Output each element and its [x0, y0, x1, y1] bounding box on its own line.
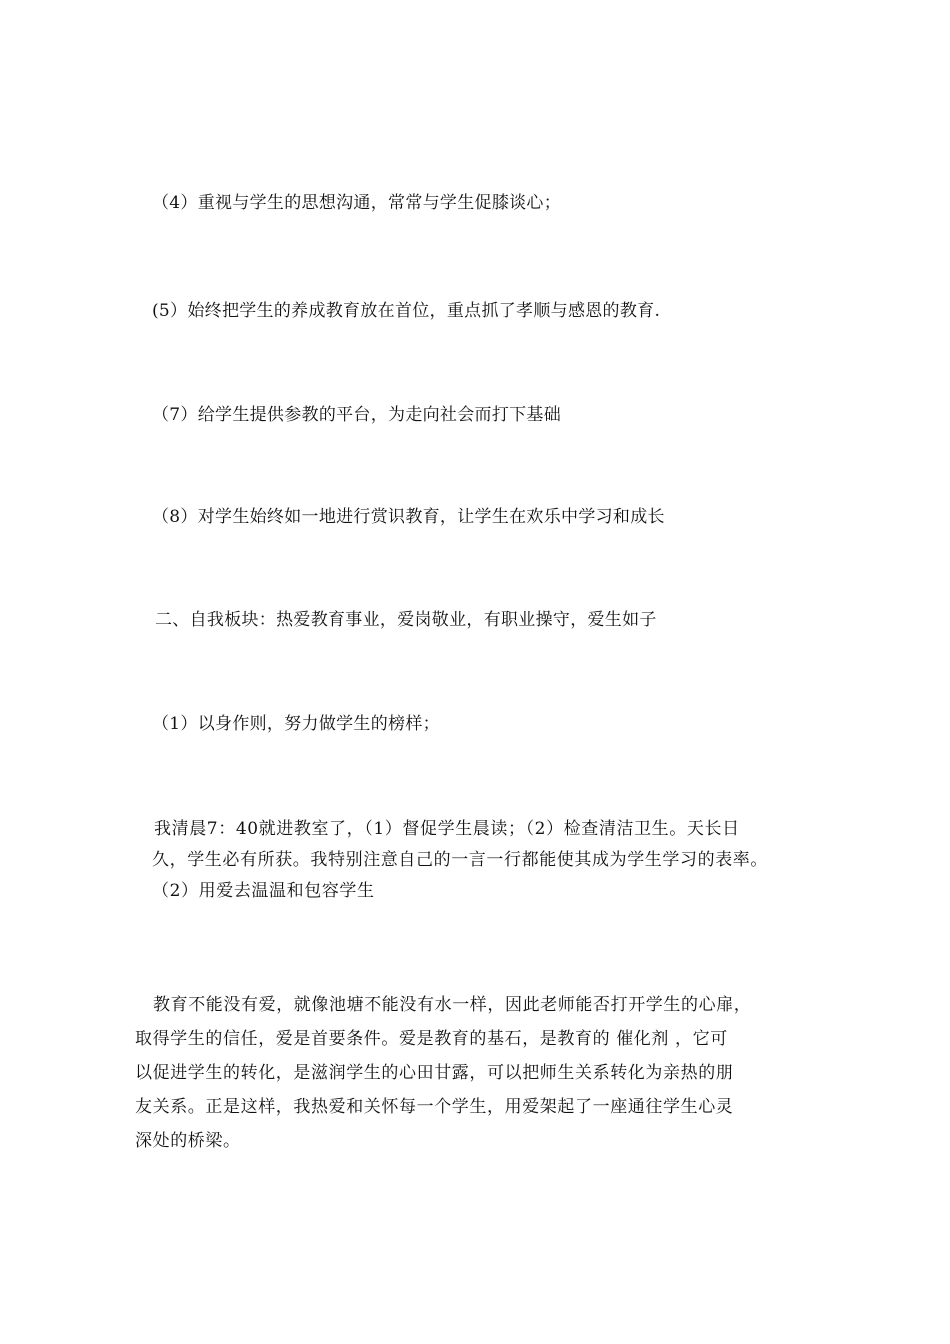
list-item-1: （1）以身作则，努力做学生的榜样；	[152, 714, 440, 734]
paragraph-line: 久，学生必有所获。我特别注意自己的一言一行都能使其成为学生学习的表率。	[152, 850, 768, 870]
list-item-5: (5）始终把学生的养成教育放在首位，重点抓了孝顺与感恩的教育.	[152, 301, 661, 321]
paragraph-line: 以促进学生的转化，是滋润学生的心田甘露，可以把师生关系转化为亲热的朋	[135, 1063, 734, 1083]
paragraph-line: 我清晨7：40就进教室了，（1）督促学生晨读；（2）检查清洁卫生。天长日	[154, 819, 740, 839]
paragraph-line: 友关系。正是这样，我热爱和关怀每一个学生，用爱架起了一座通往学生心灵	[135, 1097, 734, 1117]
paragraph-love	[135, 988, 751, 1158]
section-heading: 二、自我板块：热爱教育事业，爱岗敬业，有职业操守，爱生如子	[155, 610, 657, 630]
paragraph-line: （2）用爱去温温和包容学生	[152, 881, 375, 901]
list-item-7: （7）给学生提供参教的平台，为走向社会而打下基础	[152, 405, 562, 425]
paragraph-line: 教育不能没有爱，就像池塘不能没有水一样，因此老师能否打开学生的心扉，	[153, 995, 752, 1015]
paragraph-line: 深处的桥梁。	[135, 1131, 241, 1151]
list-item-4: （4）重视与学生的思想沟通，常常与学生促膝谈心；	[152, 193, 562, 213]
paragraph-morning	[152, 814, 768, 907]
paragraph-line: 取得学生的信任，爱是首要条件。爱是教育的基石，是教育的 催化剂 ，它可	[135, 1029, 728, 1049]
list-item-8: （8）对学生始终如一地进行赏识教育，让学生在欢乐中学习和成长	[152, 507, 665, 527]
